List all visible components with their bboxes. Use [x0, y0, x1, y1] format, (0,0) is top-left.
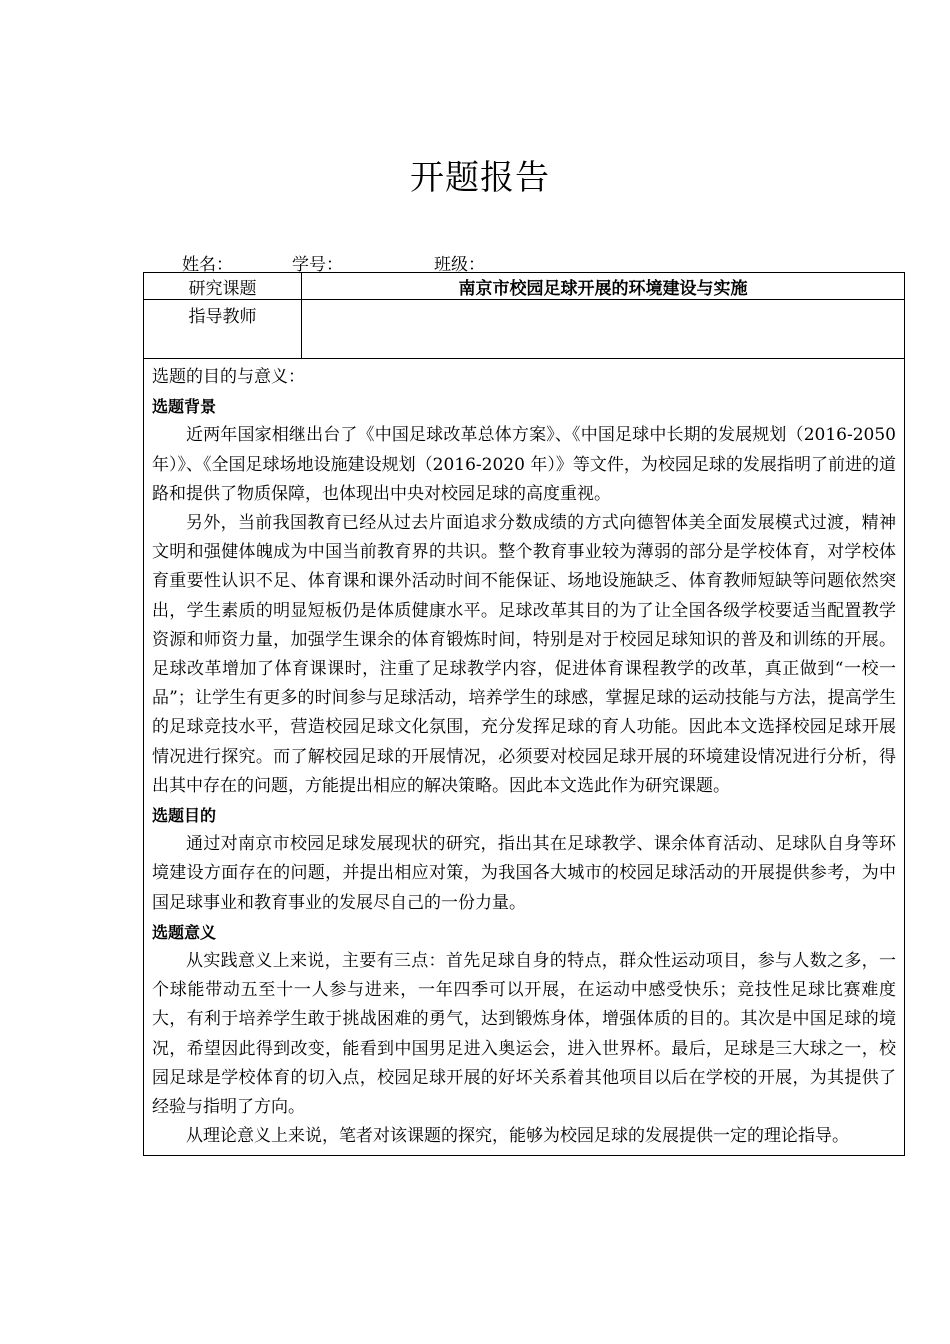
significance-paragraph-1: 从实践意义上来说，主要有三点：首先足球自身的特点，群众性运动项目，参与人数之多，一个球能带动五至十一人参与进来，一年四季可以开展，在运动中感受快乐；竞技性足球比赛难度大，有利于培养学生敢于挑战困难的勇气，达到锻炼身体，增强体质的目的。其次是中国足球的境况，希望因此得到改变，能看到中国男足进入奥运会，进入世界杯。最后，足球是三大球之一，校园足球是学校体育的切入点，校园足球开展的好坏关系着其他项目以后在学校的开展，为其提供了经验与指明了方向。 [152, 951, 896, 1118]
teacher-label: 指导教师 [144, 300, 302, 359]
topic-value: 南京市校园足球开展的环境建设与实施 [302, 273, 905, 300]
significance-heading: 选题意义 [152, 922, 217, 942]
proposal-table [143, 272, 905, 1156]
significance-paragraph-2: 从理论意义上来说，笔者对该课题的探究，能够为校园足球的发展提供一定的理论指导。 [186, 1126, 849, 1147]
content-cell [144, 359, 905, 1156]
background-paragraph-2: 另外，当前我国教育已经从过去片面追求分数成绩的方式向德智体美全面发展模式过渡，精神文明和强健体魄成为中国当前教育界的共识。整个教育事业较为薄弱的部分是学校体育，对学校体育重要性认识不足、体育课和课外活动时间不能保证、场地设施缺乏、体育教师短缺等问题依然突出，学生素质的明显短板仍是体质健康水平。足球改革其目的为了让全国各级学校要适当配置教学资源和师资力量，加强学生课余的体育锻炼时间，特别是对于校园足球知识的普及和训练的开展。足球改革增加了体育课课时，注重了足球教学内容，促进体育课程教学的改革，真正做到“一校一品”；让学生有更多的时间参与足球活动，培养学生的球感，掌握足球的运动技能与方法，提高学生的足球竞技水平，营造校园足球文化氛围，充分发挥足球的育人功能。因此本文选择校园足球开展情况进行探究。而了解校园足球的开展情况，必须要对校园足球开展的环境建设情况进行分析，得出其中存在的问题，方能提出相应的解决策略。因此本文选此作为研究课题。 [152, 513, 896, 796]
name-label: 姓名： [182, 255, 233, 275]
purpose-heading: 选题目的 [152, 806, 217, 826]
teacher-value [302, 300, 905, 359]
teacher-row [144, 300, 905, 359]
content-intro: 选题的目的与意义： [152, 367, 305, 387]
content-row [144, 359, 905, 1156]
student-id-label: 学号： [292, 255, 343, 275]
document-title: 开题报告 [410, 158, 550, 198]
background-paragraph-1: 近两年国家相继出台了《中国足球改革总体方案》、《中国足球中长期的发展规划（2016-2050 年）》、《全国足球场地设施建设规划（2016-2020 年）》等文件，为校园足球的发展指明了前进的道路和提供了物质保障，也体现出中央对校园足球的高度重视。 [152, 425, 896, 504]
topic-label: 研究课题 [144, 273, 302, 300]
background-heading: 选题背景 [152, 397, 217, 417]
purpose-paragraph: 通过对南京市校园足球发展现状的研究，指出其在足球教学、课余体育活动、足球队自身等环境建设方面存在的问题，并提出相应对策，为我国各大城市的校园足球活动的开展提供参考，为中国足球事业和教育事业的发展尽自己的一份力量。 [152, 834, 896, 913]
topic-row [144, 273, 905, 300]
class-label: 班级： [434, 255, 485, 275]
